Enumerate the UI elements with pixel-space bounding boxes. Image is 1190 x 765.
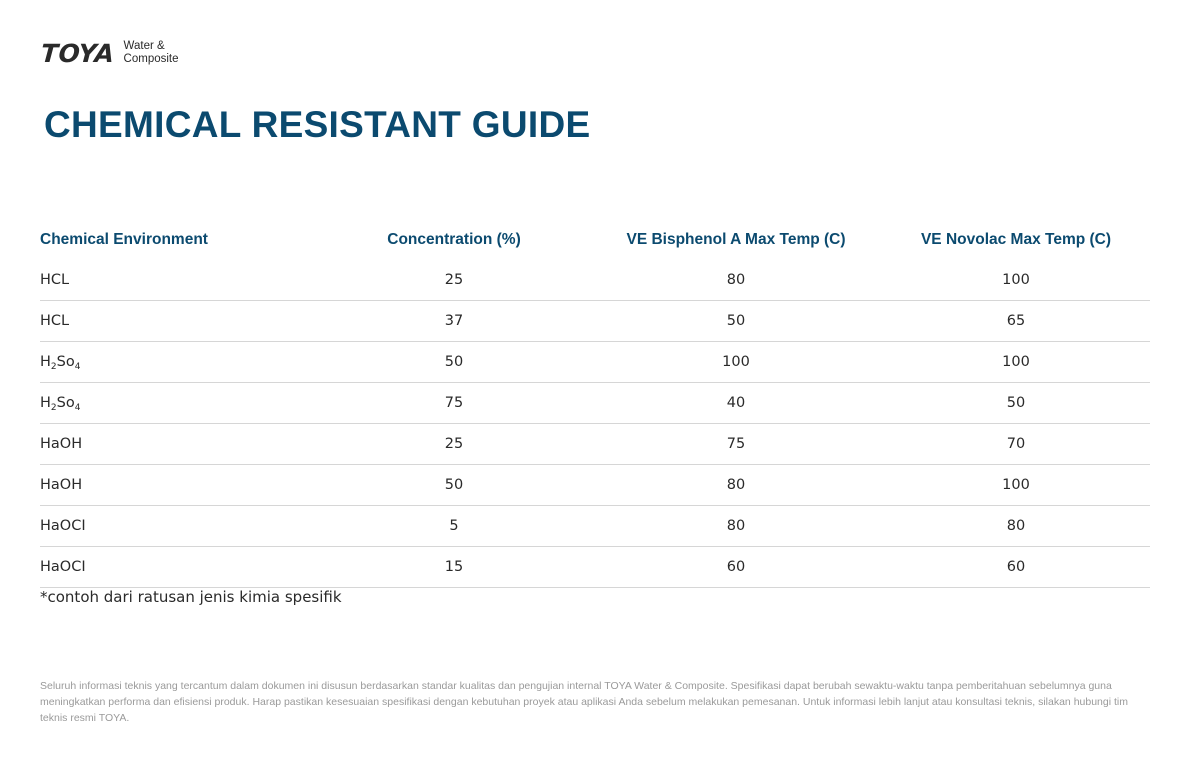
logo-subtitle: [124, 40, 179, 66]
cell-chemical: [40, 354, 318, 370]
cell-chemical: HaOH: [40, 477, 83, 493]
cell-concentration: 37: [444, 313, 464, 329]
logo-wordmark: TOYA: [39, 38, 116, 68]
cell-chemical: HCL: [40, 272, 70, 288]
cell-chemical: [40, 395, 318, 411]
table-row: [40, 342, 1150, 383]
cell-concentration: 25: [444, 272, 464, 288]
cell-concentration: 5: [449, 518, 459, 534]
table-row: [40, 424, 1150, 465]
formula-part: H: [40, 354, 51, 370]
cell-bisphenol-temp: 60: [726, 559, 746, 575]
cell-concentration: 15: [444, 559, 464, 575]
formula-part: H: [40, 395, 51, 411]
formula-subscript: 2: [50, 362, 57, 372]
cell-novolac-temp: 100: [1002, 477, 1030, 493]
header-chemical-environment: Chemical Environment: [40, 231, 208, 248]
chemical-resistance-table: [40, 220, 1150, 588]
formula-subscript: 4: [74, 403, 81, 413]
cell-novolac-temp: 100: [1002, 354, 1030, 370]
cell-chemical: HaOCI: [40, 559, 86, 575]
cell-bisphenol-temp: 50: [726, 313, 746, 329]
table-header-row: [40, 220, 1150, 260]
table-row: [40, 547, 1150, 588]
footnote: *contoh dari ratusan jenis kimia spesifik: [40, 588, 342, 606]
cell-novolac-temp: 80: [1006, 518, 1026, 534]
cell-bisphenol-temp: 80: [726, 272, 746, 288]
page-title: CHEMICAL RESISTANT GUIDE: [44, 104, 591, 145]
table-row: [40, 301, 1150, 342]
logo-subtitle-line2: Composite: [123, 53, 179, 65]
cell-novolac-temp: 65: [1006, 313, 1026, 329]
table-row: [40, 506, 1150, 547]
header-novolac-temp: VE Novolac Max Temp (C): [920, 231, 1112, 248]
cell-bisphenol-temp: 75: [726, 436, 746, 452]
cell-bisphenol-temp: 100: [722, 354, 750, 370]
cell-chemical: HaOCI: [40, 518, 86, 534]
cell-novolac-temp: 50: [1006, 395, 1026, 411]
table-row: [40, 260, 1150, 301]
disclaimer-text: Seluruh informasi teknis yang tercantum dalam dokumen ini disusun berdasarkan standar kualitas dan pengujian internal TOYA Water & Composite. Spesifikasi dapat berubah sewaktu-waktu tanpa pemberitahuan sebelumnya guna meningkatkan performa dan efisiensi produk. Harap pastikan kesesuaian spesifikasi dengan kebutuhan proyek atau aplikasi Anda sebelum melakukan pemesanan. Untuk informasi lebih lanjut atau konsultasi teknis, silakan hubungi tim teknis resmi TOYA.: [40, 680, 1128, 724]
cell-bisphenol-temp: 40: [726, 395, 746, 411]
header-concentration: Concentration (%): [387, 231, 521, 248]
cell-novolac-temp: 60: [1006, 559, 1026, 575]
cell-concentration: 75: [444, 395, 464, 411]
cell-concentration: 25: [444, 436, 464, 452]
header-bisphenol-temp: VE Bisphenol A Max Temp (C): [626, 231, 846, 248]
logo-subtitle-line1: Water &: [123, 40, 165, 52]
formula-part: So: [56, 354, 75, 370]
table-row: [40, 465, 1150, 506]
formula-part: So: [56, 395, 75, 411]
brand-logo: [41, 40, 179, 66]
cell-concentration: 50: [444, 477, 464, 493]
formula-subscript: 2: [50, 403, 57, 413]
cell-bisphenol-temp: 80: [726, 518, 746, 534]
cell-bisphenol-temp: 80: [726, 477, 746, 493]
cell-novolac-temp: 70: [1006, 436, 1026, 452]
formula-subscript: 4: [74, 362, 81, 372]
cell-chemical: HaOH: [40, 436, 83, 452]
cell-novolac-temp: 100: [1002, 272, 1030, 288]
cell-chemical: HCL: [40, 313, 70, 329]
cell-concentration: 50: [444, 354, 464, 370]
table-row: [40, 383, 1150, 424]
